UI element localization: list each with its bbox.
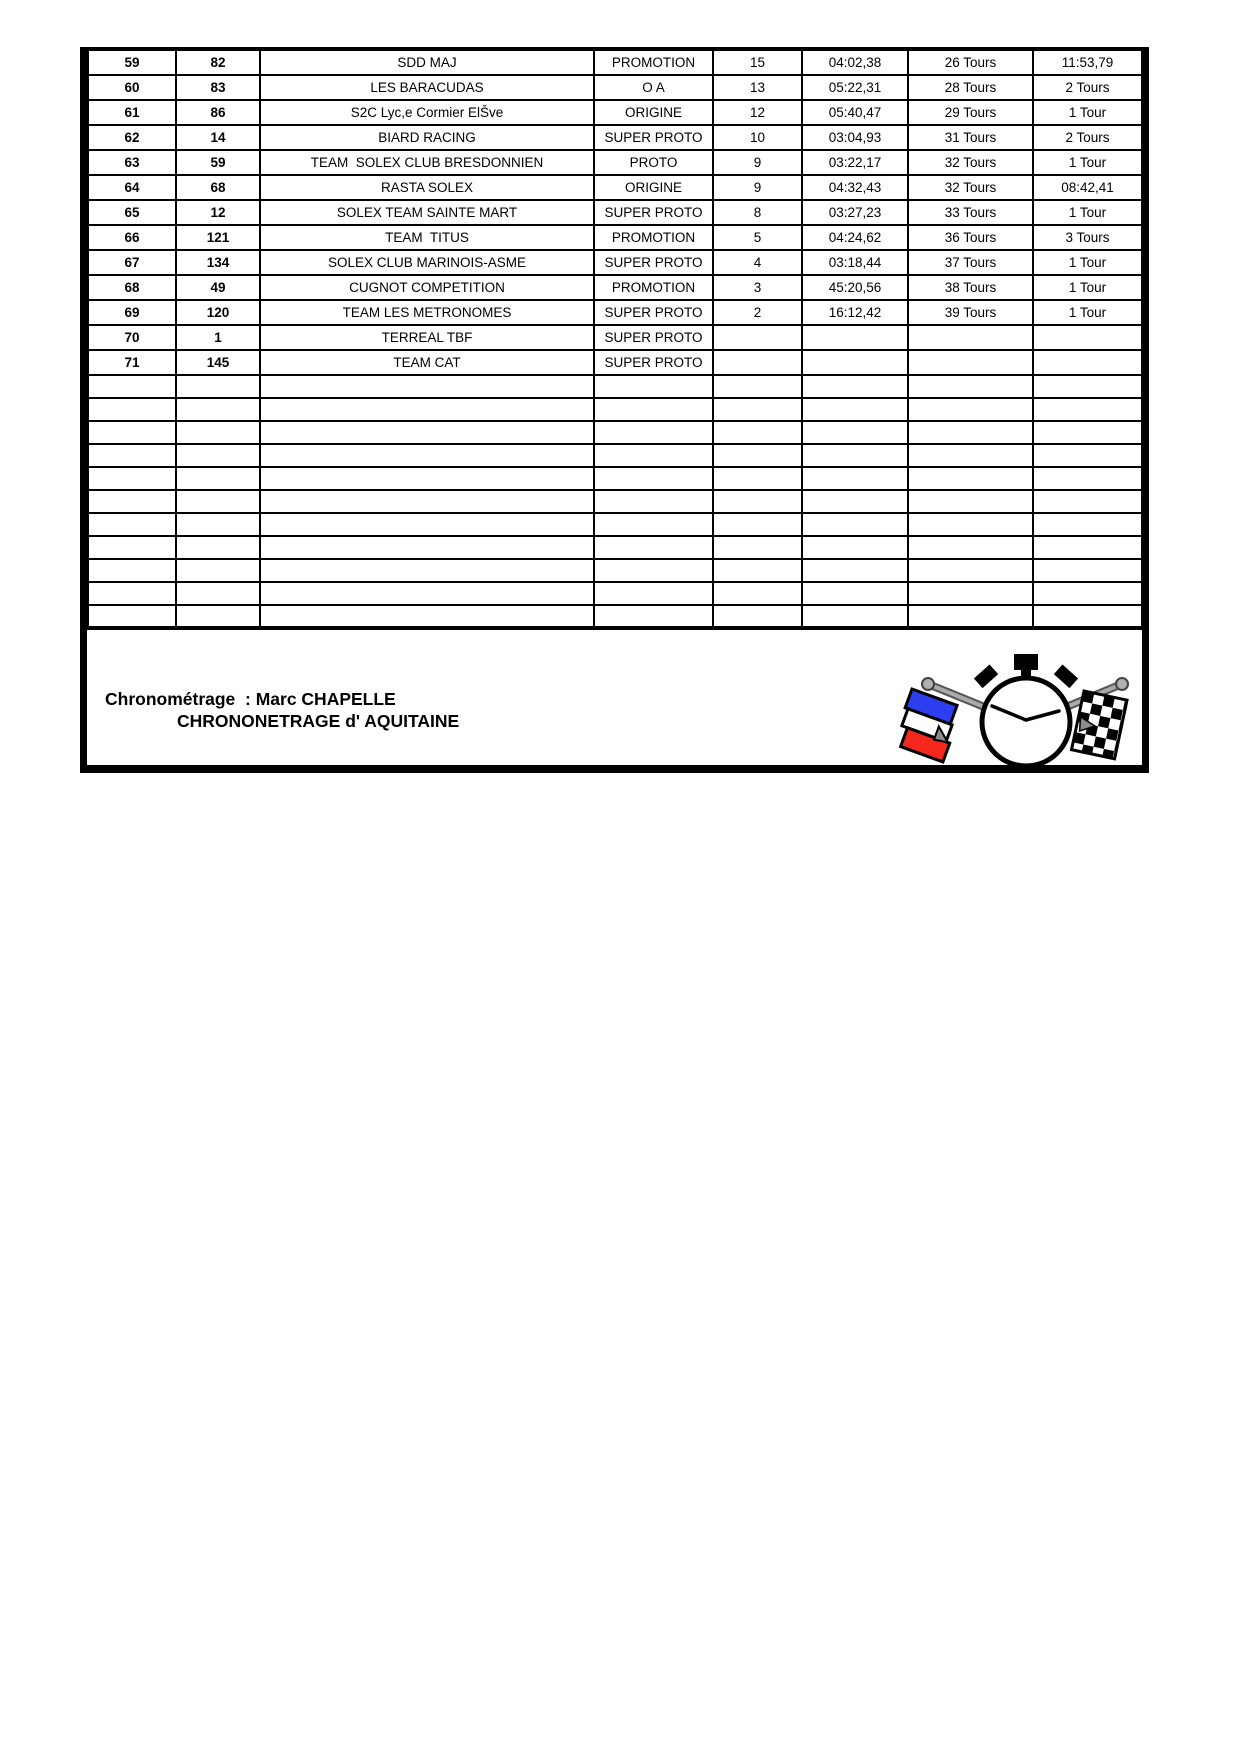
- team-name-cell: S2C Lyc,e Cormier ElŠve: [260, 100, 594, 125]
- team-name-cell: TEAM LES METRONOMES: [260, 300, 594, 325]
- gap-cell: 3 Tours: [1033, 225, 1142, 250]
- position-cell: 62: [88, 125, 176, 150]
- gap-cell: [1033, 325, 1142, 350]
- pole-tip: [1116, 678, 1128, 690]
- category-cell: PROMOTION: [594, 225, 713, 250]
- gap-cell: [1033, 375, 1142, 398]
- team-name-cell: [260, 398, 594, 421]
- bib-number-cell: [176, 375, 260, 398]
- category-cell: SUPER PROTO: [594, 200, 713, 225]
- time-cell: 45:20,56: [802, 275, 908, 300]
- gap-cell: [1033, 467, 1142, 490]
- time-cell: 04:32,43: [802, 175, 908, 200]
- value-cell: [713, 559, 802, 582]
- value-cell: [713, 350, 802, 375]
- category-cell: PROMOTION: [594, 51, 713, 75]
- team-name-cell: RASTA SOLEX: [260, 175, 594, 200]
- category-cell: [594, 467, 713, 490]
- laps-cell: [908, 350, 1033, 375]
- bib-number-cell: [176, 513, 260, 536]
- laps-cell: 29 Tours: [908, 100, 1033, 125]
- team-name-cell: [260, 605, 594, 628]
- position-cell: 70: [88, 325, 176, 350]
- empty-table-row: [88, 467, 1142, 490]
- team-name-cell: [260, 513, 594, 536]
- value-cell: 8: [713, 200, 802, 225]
- bib-number-cell: [176, 467, 260, 490]
- gap-cell: [1033, 582, 1142, 605]
- value-cell: 15: [713, 51, 802, 75]
- position-cell: 66: [88, 225, 176, 250]
- team-name-cell: CUGNOT COMPETITION: [260, 275, 594, 300]
- empty-table-row: [88, 398, 1142, 421]
- bib-number-cell: 68: [176, 175, 260, 200]
- stopwatch-dial: [982, 678, 1070, 766]
- gap-cell: [1033, 444, 1142, 467]
- table-row: [88, 350, 1142, 375]
- bib-number-cell: 134: [176, 250, 260, 275]
- time-cell: [802, 536, 908, 559]
- position-cell: [88, 467, 176, 490]
- bib-number-cell: [176, 490, 260, 513]
- value-cell: 2: [713, 300, 802, 325]
- table-row: [88, 175, 1142, 200]
- bib-number-cell: 82: [176, 51, 260, 75]
- time-cell: [802, 375, 908, 398]
- table-row: [88, 150, 1142, 175]
- time-cell: 03:04,93: [802, 125, 908, 150]
- time-cell: [802, 582, 908, 605]
- position-cell: 68: [88, 275, 176, 300]
- time-cell: [802, 325, 908, 350]
- laps-cell: 32 Tours: [908, 150, 1033, 175]
- table-row: [88, 200, 1142, 225]
- gap-cell: [1033, 421, 1142, 444]
- empty-table-row: [88, 605, 1142, 628]
- bib-number-cell: 1: [176, 325, 260, 350]
- bib-number-cell: 86: [176, 100, 260, 125]
- table-row: [88, 125, 1142, 150]
- value-cell: [713, 325, 802, 350]
- position-cell: [88, 421, 176, 444]
- category-cell: PROTO: [594, 150, 713, 175]
- category-cell: [594, 605, 713, 628]
- time-cell: 03:18,44: [802, 250, 908, 275]
- value-cell: [713, 582, 802, 605]
- team-name-cell: SDD MAJ: [260, 51, 594, 75]
- time-cell: [802, 444, 908, 467]
- time-cell: [802, 559, 908, 582]
- category-cell: [594, 398, 713, 421]
- team-name-cell: LES BARACUDAS: [260, 75, 594, 100]
- gap-cell: [1033, 559, 1142, 582]
- laps-cell: 32 Tours: [908, 175, 1033, 200]
- time-cell: 05:22,31: [802, 75, 908, 100]
- team-name-cell: [260, 467, 594, 490]
- laps-cell: [908, 582, 1033, 605]
- laps-cell: 28 Tours: [908, 75, 1033, 100]
- position-cell: 64: [88, 175, 176, 200]
- team-name-cell: SOLEX TEAM SAINTE MART: [260, 200, 594, 225]
- empty-table-row: [88, 375, 1142, 398]
- position-cell: [88, 444, 176, 467]
- gap-cell: 1 Tour: [1033, 150, 1142, 175]
- bib-number-cell: [176, 582, 260, 605]
- gap-cell: 11:53,79: [1033, 51, 1142, 75]
- table-row: [88, 225, 1142, 250]
- laps-cell: 37 Tours: [908, 250, 1033, 275]
- laps-cell: [908, 605, 1033, 628]
- chronometrage-logo: [884, 639, 1146, 771]
- bib-number-cell: [176, 605, 260, 628]
- time-cell: [802, 605, 908, 628]
- table-row: [88, 325, 1142, 350]
- table-row: [88, 75, 1142, 100]
- value-cell: [713, 490, 802, 513]
- team-name-cell: [260, 421, 594, 444]
- time-cell: 04:02,38: [802, 51, 908, 75]
- position-cell: [88, 536, 176, 559]
- category-cell: SUPER PROTO: [594, 125, 713, 150]
- gap-cell: [1033, 536, 1142, 559]
- team-name-cell: TEAM CAT: [260, 350, 594, 375]
- team-name-cell: BIARD RACING: [260, 125, 594, 150]
- empty-table-row: [88, 513, 1142, 536]
- team-name-cell: TEAM SOLEX CLUB BRESDONNIEN: [260, 150, 594, 175]
- position-cell: [88, 559, 176, 582]
- gap-cell: 1 Tour: [1033, 275, 1142, 300]
- team-name-cell: [260, 536, 594, 559]
- bib-number-cell: [176, 421, 260, 444]
- category-cell: SUPER PROTO: [594, 250, 713, 275]
- laps-cell: [908, 490, 1033, 513]
- category-cell: ORIGINE: [594, 175, 713, 200]
- laps-cell: [908, 375, 1033, 398]
- value-cell: [713, 513, 802, 536]
- results-table: [87, 51, 1143, 630]
- value-cell: [713, 398, 802, 421]
- laps-cell: [908, 444, 1033, 467]
- category-cell: O A: [594, 75, 713, 100]
- laps-cell: 39 Tours: [908, 300, 1033, 325]
- position-cell: 60: [88, 75, 176, 100]
- laps-cell: [908, 536, 1033, 559]
- value-cell: 10: [713, 125, 802, 150]
- value-cell: 4: [713, 250, 802, 275]
- position-cell: 59: [88, 51, 176, 75]
- position-cell: [88, 490, 176, 513]
- time-cell: 03:22,17: [802, 150, 908, 175]
- value-cell: 9: [713, 175, 802, 200]
- category-cell: [594, 513, 713, 536]
- bib-number-cell: 12: [176, 200, 260, 225]
- value-cell: [713, 375, 802, 398]
- time-cell: [802, 398, 908, 421]
- time-cell: [802, 467, 908, 490]
- position-cell: [88, 582, 176, 605]
- laps-cell: 36 Tours: [908, 225, 1033, 250]
- laps-cell: [908, 421, 1033, 444]
- position-cell: [88, 513, 176, 536]
- team-name-cell: TERREAL TBF: [260, 325, 594, 350]
- value-cell: 9: [713, 150, 802, 175]
- gap-cell: 1 Tour: [1033, 250, 1142, 275]
- stopwatch-crown: [1014, 654, 1038, 670]
- value-cell: [713, 536, 802, 559]
- time-cell: 16:12,42: [802, 300, 908, 325]
- position-cell: [88, 398, 176, 421]
- category-cell: [594, 490, 713, 513]
- team-name-cell: [260, 490, 594, 513]
- bib-number-cell: 120: [176, 300, 260, 325]
- bib-number-cell: 145: [176, 350, 260, 375]
- value-cell: [713, 467, 802, 490]
- laps-cell: 31 Tours: [908, 125, 1033, 150]
- position-cell: 63: [88, 150, 176, 175]
- team-name-cell: [260, 375, 594, 398]
- bib-number-cell: [176, 398, 260, 421]
- position-cell: 67: [88, 250, 176, 275]
- value-cell: 3: [713, 275, 802, 300]
- gap-cell: 2 Tours: [1033, 125, 1142, 150]
- category-cell: [594, 582, 713, 605]
- timekeeper-line: Chronométrage : Marc CHAPELLE: [105, 689, 396, 709]
- position-cell: 71: [88, 350, 176, 375]
- gap-cell: 1 Tour: [1033, 100, 1142, 125]
- table-row: [88, 300, 1142, 325]
- bib-number-cell: [176, 444, 260, 467]
- position-cell: 69: [88, 300, 176, 325]
- laps-cell: [908, 467, 1033, 490]
- time-cell: [802, 421, 908, 444]
- position-cell: [88, 375, 176, 398]
- category-cell: SUPER PROTO: [594, 300, 713, 325]
- time-cell: [802, 490, 908, 513]
- bib-number-cell: 121: [176, 225, 260, 250]
- category-cell: [594, 559, 713, 582]
- bib-number-cell: 83: [176, 75, 260, 100]
- category-cell: SUPER PROTO: [594, 350, 713, 375]
- category-cell: [594, 444, 713, 467]
- position-cell: 61: [88, 100, 176, 125]
- stopwatch-icon: [974, 654, 1078, 766]
- gap-cell: 2 Tours: [1033, 75, 1142, 100]
- team-name-cell: [260, 582, 594, 605]
- table-row: [88, 275, 1142, 300]
- bib-number-cell: 14: [176, 125, 260, 150]
- position-cell: [88, 605, 176, 628]
- gap-cell: [1033, 490, 1142, 513]
- empty-table-row: [88, 559, 1142, 582]
- value-cell: 13: [713, 75, 802, 100]
- laps-cell: [908, 559, 1033, 582]
- gap-cell: 1 Tour: [1033, 200, 1142, 225]
- category-cell: [594, 421, 713, 444]
- position-cell: 65: [88, 200, 176, 225]
- category-cell: SUPER PROTO: [594, 325, 713, 350]
- value-cell: [713, 421, 802, 444]
- category-cell: [594, 536, 713, 559]
- gap-cell: [1033, 398, 1142, 421]
- gap-cell: 1 Tour: [1033, 300, 1142, 325]
- laps-cell: [908, 513, 1033, 536]
- gap-cell: [1033, 513, 1142, 536]
- bib-number-cell: 59: [176, 150, 260, 175]
- time-cell: 05:40,47: [802, 100, 908, 125]
- timekeeping-org-line: CHRONONETRAGE d' AQUITAINE: [177, 711, 460, 731]
- empty-table-row: [88, 490, 1142, 513]
- team-name-cell: SOLEX CLUB MARINOIS-ASME: [260, 250, 594, 275]
- time-cell: [802, 513, 908, 536]
- time-cell: 03:27,23: [802, 200, 908, 225]
- time-cell: 04:24,62: [802, 225, 908, 250]
- empty-table-row: [88, 421, 1142, 444]
- gap-cell: 08:42,41: [1033, 175, 1142, 200]
- value-cell: 5: [713, 225, 802, 250]
- category-cell: PROMOTION: [594, 275, 713, 300]
- bib-number-cell: [176, 536, 260, 559]
- team-name-cell: [260, 559, 594, 582]
- laps-cell: 33 Tours: [908, 200, 1033, 225]
- table-row: [88, 250, 1142, 275]
- bib-number-cell: [176, 559, 260, 582]
- category-cell: ORIGINE: [594, 100, 713, 125]
- table-row: [88, 100, 1142, 125]
- laps-cell: [908, 325, 1033, 350]
- value-cell: 12: [713, 100, 802, 125]
- empty-table-row: [88, 444, 1142, 467]
- pole-tip: [922, 678, 934, 690]
- laps-cell: 26 Tours: [908, 51, 1033, 75]
- category-cell: [594, 375, 713, 398]
- table-row: [88, 51, 1142, 75]
- value-cell: [713, 444, 802, 467]
- results-table-body: [88, 51, 1142, 628]
- value-cell: [713, 605, 802, 628]
- team-name-cell: [260, 444, 594, 467]
- time-cell: [802, 350, 908, 375]
- laps-cell: [908, 398, 1033, 421]
- gap-cell: [1033, 605, 1142, 628]
- empty-table-row: [88, 536, 1142, 559]
- team-name-cell: TEAM TITUS: [260, 225, 594, 250]
- bib-number-cell: 49: [176, 275, 260, 300]
- laps-cell: 38 Tours: [908, 275, 1033, 300]
- empty-table-row: [88, 582, 1142, 605]
- gap-cell: [1033, 350, 1142, 375]
